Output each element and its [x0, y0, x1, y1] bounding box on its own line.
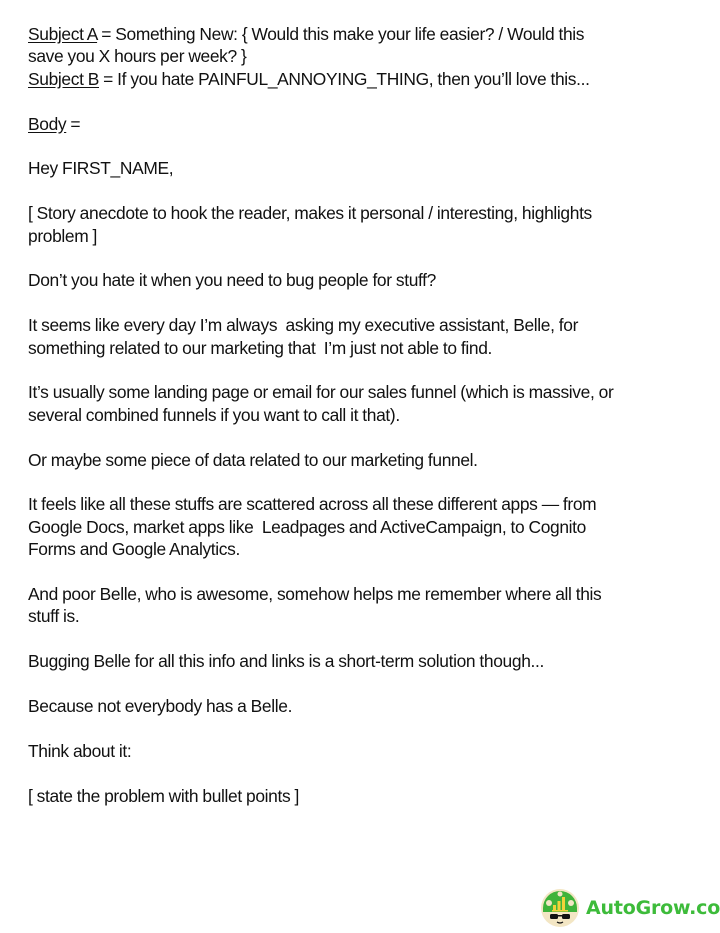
subject-a-label: Subject A	[28, 24, 98, 44]
paragraph-line: Because not everybody has a Belle.	[28, 696, 293, 717]
paragraph	[28, 314, 698, 359]
paragraph-line: Hey FIRST_NAME,	[28, 158, 174, 179]
paragraph	[28, 695, 698, 717]
subject-a-line-1	[28, 23, 698, 45]
paragraph-story-placeholder	[28, 202, 698, 247]
paragraph-line: stuff is.	[28, 606, 80, 627]
paragraph	[28, 493, 698, 560]
paragraph-line: Forms and Google Analytics.	[28, 539, 240, 560]
paragraph-line: It’s usually some landing page or email for our sales funnel (which is massive, or	[28, 382, 614, 403]
body-label-line	[28, 113, 698, 135]
paragraph-line: [ Story anecdote to hook the reader, makes it personal / interesting, highlights	[28, 203, 592, 224]
paragraph-line: Don’t you hate it when you need to bug people for stuff?	[28, 270, 436, 291]
paragraph	[28, 740, 698, 762]
paragraph	[28, 583, 698, 628]
autogrow-logo	[540, 888, 720, 928]
paragraph-line: It seems like every day I’m always asking my executive assistant, Belle, for	[28, 315, 579, 336]
paragraph-line: something related to our marketing that I’m just not able to find.	[28, 337, 493, 358]
subject-b-text: = If you hate PAINFUL_ANNOYING_THING, then you’ll love this...	[99, 68, 590, 89]
paragraph	[28, 381, 698, 426]
autogrow-brand-name: AutoGrow.co	[586, 897, 720, 919]
subject-b-label: Subject B	[28, 68, 99, 89]
subject-a-text: = Something New: { Would this make your life easier? / Would this	[97, 24, 585, 44]
autogrow-mascot-icon	[540, 888, 580, 928]
paragraph	[28, 269, 698, 291]
paragraph-line: Google Docs, market apps like Leadpages and ActiveCampaign, to Cognito	[28, 516, 586, 537]
paragraph	[28, 449, 698, 471]
body-label: Body	[28, 113, 67, 134]
paragraph-line: Bugging Belle for all this info and links is a short-term solution though...	[28, 651, 544, 672]
paragraph-line: problem ]	[28, 225, 98, 246]
paragraph-line: several combined funnels if you want to call it that).	[28, 404, 400, 425]
paragraph-line: [ state the problem with bullet points ]	[28, 785, 299, 806]
email-template-document	[28, 23, 698, 807]
paragraph-line: And poor Belle, who is awesome, somehow helps me remember where all this	[28, 584, 602, 605]
paragraph-greeting	[28, 157, 698, 179]
paragraph-line: Think about it:	[28, 740, 132, 761]
subject-a-line-2: save you X hours per week? }	[28, 46, 247, 67]
paragraph-line: Or maybe some piece of data related to our marketing funnel.	[28, 449, 478, 470]
paragraph	[28, 650, 698, 672]
paragraph-line: It feels like all these stuffs are scattered across all these different apps — from	[28, 494, 597, 515]
subject-b-line	[28, 68, 698, 90]
paragraph-bullet-placeholder	[28, 785, 698, 807]
body-label-equals: =	[66, 113, 81, 134]
